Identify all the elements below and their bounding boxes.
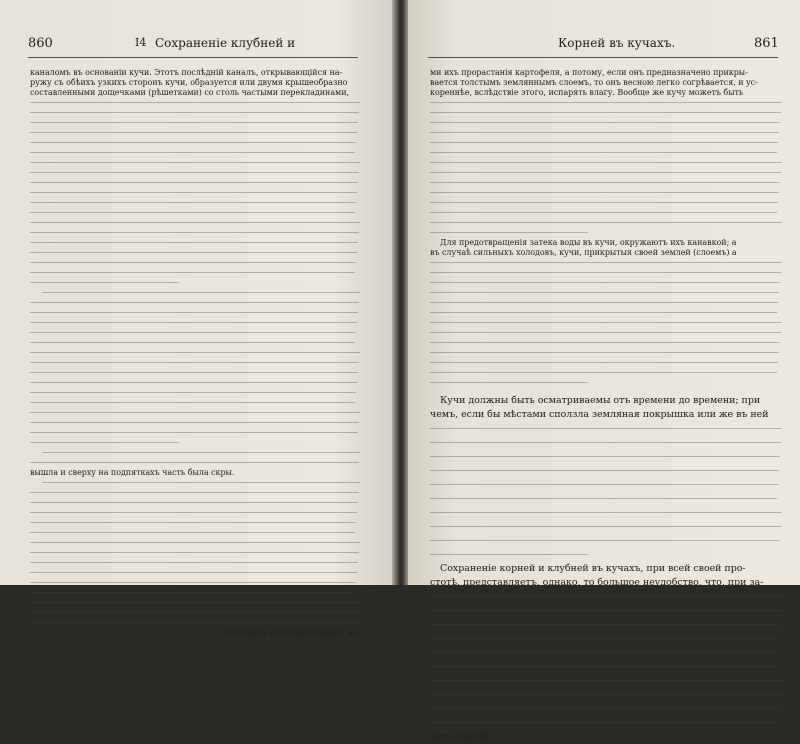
text-line-placeholder bbox=[430, 178, 782, 188]
text-line-placeholder bbox=[430, 548, 782, 562]
left-text-line-3: составленными дощечками (рѣшетками) со столь частыми перекладинами, bbox=[30, 88, 349, 97]
left-paragraph-1 bbox=[30, 98, 360, 288]
left-text-column bbox=[30, 68, 360, 638]
text-line-placeholder bbox=[30, 548, 360, 558]
right-text-line-last: кихъ вѣяній. bbox=[430, 731, 492, 742]
text-line-placeholder bbox=[30, 488, 360, 498]
right-paragraph-4 bbox=[430, 590, 782, 730]
text-line-placeholder bbox=[430, 128, 782, 138]
text-line-placeholder bbox=[30, 288, 360, 298]
text-line-placeholder bbox=[430, 492, 782, 506]
text-line-placeholder bbox=[430, 632, 782, 646]
text-line-placeholder bbox=[30, 308, 360, 318]
text-line-placeholder bbox=[30, 588, 360, 598]
text-line-placeholder bbox=[30, 328, 360, 338]
right-text-column bbox=[430, 68, 782, 744]
text-line-placeholder bbox=[30, 228, 360, 238]
text-line-placeholder bbox=[430, 288, 782, 298]
text-line-placeholder bbox=[30, 368, 360, 378]
text-line-placeholder bbox=[30, 398, 360, 408]
text-line-placeholder bbox=[430, 278, 782, 288]
left-text-line-1: каналомъ въ основаніи кучи. Этотъ послѣдній каналъ, открывающійся на- bbox=[30, 68, 343, 77]
text-line-placeholder bbox=[30, 388, 360, 398]
text-line-placeholder bbox=[30, 168, 360, 178]
left-running-head: Сохраненіе клубней и bbox=[155, 36, 296, 50]
left-paragraph-3 bbox=[30, 448, 360, 468]
text-line-placeholder bbox=[430, 716, 782, 730]
text-line-placeholder bbox=[430, 228, 782, 238]
text-line-placeholder bbox=[30, 458, 360, 468]
right-text-line-2: вается толстымъ земляннымъ слоемъ, то онъ весною легко согрѣвается, и ус- bbox=[430, 78, 758, 87]
text-line-placeholder bbox=[30, 108, 360, 118]
right-para4-line-2: стотѣ, представляетъ, однако, то большое неудобство, что, при за- bbox=[430, 577, 764, 588]
text-line-placeholder bbox=[430, 422, 782, 436]
text-line-placeholder bbox=[30, 318, 360, 328]
right-paragraph-3 bbox=[430, 422, 782, 562]
text-line-placeholder bbox=[430, 118, 782, 128]
text-line-placeholder bbox=[430, 348, 782, 358]
text-line-placeholder bbox=[430, 450, 782, 464]
left-text-line-2: ружу съ обѣихъ узкихъ сторонъ кучи, образуется или двумя крышеобразно bbox=[30, 78, 348, 87]
right-para4-line-1: Сохраненіе корней и клубней въ кучахъ, при всей своей про- bbox=[440, 563, 746, 574]
text-line-placeholder bbox=[30, 438, 360, 448]
text-line-placeholder bbox=[430, 258, 782, 268]
text-line-placeholder bbox=[30, 518, 360, 528]
text-line-placeholder bbox=[30, 378, 360, 388]
left-header-rule bbox=[28, 57, 358, 58]
text-line-placeholder bbox=[30, 528, 360, 538]
right-para2-line-1: Для предотвращенія затека воды въ кучи, окружаютъ ихъ канавкой; а bbox=[440, 238, 737, 247]
right-para3-line-2: чемъ, если бы мѣстами сползла земляная покрышка или же въ ней bbox=[430, 409, 769, 420]
text-line-placeholder bbox=[430, 148, 782, 158]
text-line-placeholder bbox=[430, 660, 782, 674]
text-line-placeholder bbox=[30, 348, 360, 358]
text-line-placeholder bbox=[30, 98, 360, 108]
text-line-placeholder bbox=[430, 368, 782, 378]
left-paragraph-2 bbox=[30, 288, 360, 448]
text-line-placeholder bbox=[430, 590, 782, 604]
text-line-placeholder bbox=[430, 268, 782, 278]
text-line-placeholder bbox=[30, 558, 360, 568]
text-line-placeholder bbox=[30, 298, 360, 308]
text-line-placeholder bbox=[430, 478, 782, 492]
left-running-header bbox=[0, 36, 394, 56]
text-line-placeholder bbox=[30, 578, 360, 588]
text-line-placeholder bbox=[30, 208, 360, 218]
right-running-head: Корней въ кучахъ. bbox=[558, 36, 676, 50]
text-line-placeholder bbox=[430, 464, 782, 478]
text-line-placeholder bbox=[430, 318, 782, 328]
text-line-placeholder bbox=[430, 506, 782, 520]
left-paragraph-4 bbox=[30, 478, 360, 628]
text-line-placeholder bbox=[30, 568, 360, 578]
text-line-placeholder bbox=[30, 598, 360, 608]
left-text-line-last: сибоданіе кучи производить на- bbox=[225, 628, 360, 637]
text-line-placeholder bbox=[430, 108, 782, 118]
text-line-placeholder bbox=[430, 138, 782, 148]
text-line-placeholder bbox=[30, 148, 360, 158]
left-text-line-mid: вышла и сверху на подпяткахъ часть была скры. bbox=[30, 468, 235, 477]
text-line-placeholder bbox=[30, 158, 360, 168]
text-line-placeholder bbox=[430, 308, 782, 318]
right-running-header bbox=[408, 36, 800, 56]
text-line-placeholder bbox=[430, 198, 782, 208]
text-line-placeholder bbox=[30, 608, 360, 618]
text-line-placeholder bbox=[30, 478, 360, 488]
left-running-head-prefix: І4 bbox=[135, 36, 147, 49]
right-para3-line-1: Кучи должны быть осматриваемы отъ времени до времени; при bbox=[440, 395, 761, 406]
text-line-placeholder bbox=[430, 618, 782, 632]
text-line-placeholder bbox=[30, 508, 360, 518]
text-line-placeholder bbox=[430, 688, 782, 702]
text-line-placeholder bbox=[30, 258, 360, 268]
text-line-placeholder bbox=[30, 248, 360, 258]
text-line-placeholder bbox=[430, 674, 782, 688]
text-line-placeholder bbox=[30, 358, 360, 368]
left-page bbox=[0, 0, 394, 637]
text-line-placeholder bbox=[430, 520, 782, 534]
text-line-placeholder bbox=[30, 188, 360, 198]
text-line-placeholder bbox=[430, 702, 782, 716]
text-line-placeholder bbox=[30, 218, 360, 228]
text-line-placeholder bbox=[30, 268, 360, 278]
text-line-placeholder bbox=[430, 436, 782, 450]
text-line-placeholder bbox=[30, 448, 360, 458]
text-line-placeholder bbox=[430, 338, 782, 348]
text-line-placeholder bbox=[30, 128, 360, 138]
text-line-placeholder bbox=[430, 646, 782, 660]
left-page-number: 860 bbox=[28, 36, 53, 51]
right-page-number: 861 bbox=[754, 36, 779, 51]
text-line-placeholder bbox=[430, 98, 782, 108]
text-line-placeholder bbox=[30, 138, 360, 148]
text-line-placeholder bbox=[30, 338, 360, 348]
text-line-placeholder bbox=[430, 158, 782, 168]
text-line-placeholder bbox=[430, 604, 782, 618]
text-line-placeholder bbox=[30, 618, 360, 628]
text-line-placeholder bbox=[430, 534, 782, 548]
text-line-placeholder bbox=[30, 428, 360, 438]
right-header-rule bbox=[428, 57, 778, 58]
text-line-placeholder bbox=[30, 418, 360, 428]
text-line-placeholder bbox=[430, 378, 782, 388]
text-line-placeholder bbox=[30, 178, 360, 188]
text-line-placeholder bbox=[430, 208, 782, 218]
text-line-placeholder bbox=[430, 168, 782, 178]
right-para2-line-2: въ случаѣ сильныхъ холодовъ, кучи, прикрытыя своей землей (слоемъ) а bbox=[430, 248, 737, 257]
right-text-line-3: кореннѣе, вслѣдствіе этого, испарять влагу. Вообще же кучу можетъ быть bbox=[430, 88, 744, 97]
right-paragraph-2 bbox=[430, 258, 782, 388]
text-line-placeholder bbox=[430, 298, 782, 308]
text-line-placeholder bbox=[30, 278, 360, 288]
text-line-placeholder bbox=[430, 358, 782, 368]
text-line-placeholder bbox=[30, 498, 360, 508]
text-line-placeholder bbox=[30, 238, 360, 248]
right-text-line-1: ми ихъ прорастанія картофеля, а потому, если онъ предназначено прикры- bbox=[430, 68, 748, 77]
text-line-placeholder bbox=[430, 188, 782, 198]
text-line-placeholder bbox=[30, 408, 360, 418]
text-line-placeholder bbox=[30, 118, 360, 128]
text-line-placeholder bbox=[430, 328, 782, 338]
text-line-placeholder bbox=[30, 198, 360, 208]
right-paragraph-1 bbox=[430, 98, 782, 238]
text-line-placeholder bbox=[430, 218, 782, 228]
text-line-placeholder bbox=[30, 538, 360, 548]
right-page bbox=[408, 0, 800, 742]
